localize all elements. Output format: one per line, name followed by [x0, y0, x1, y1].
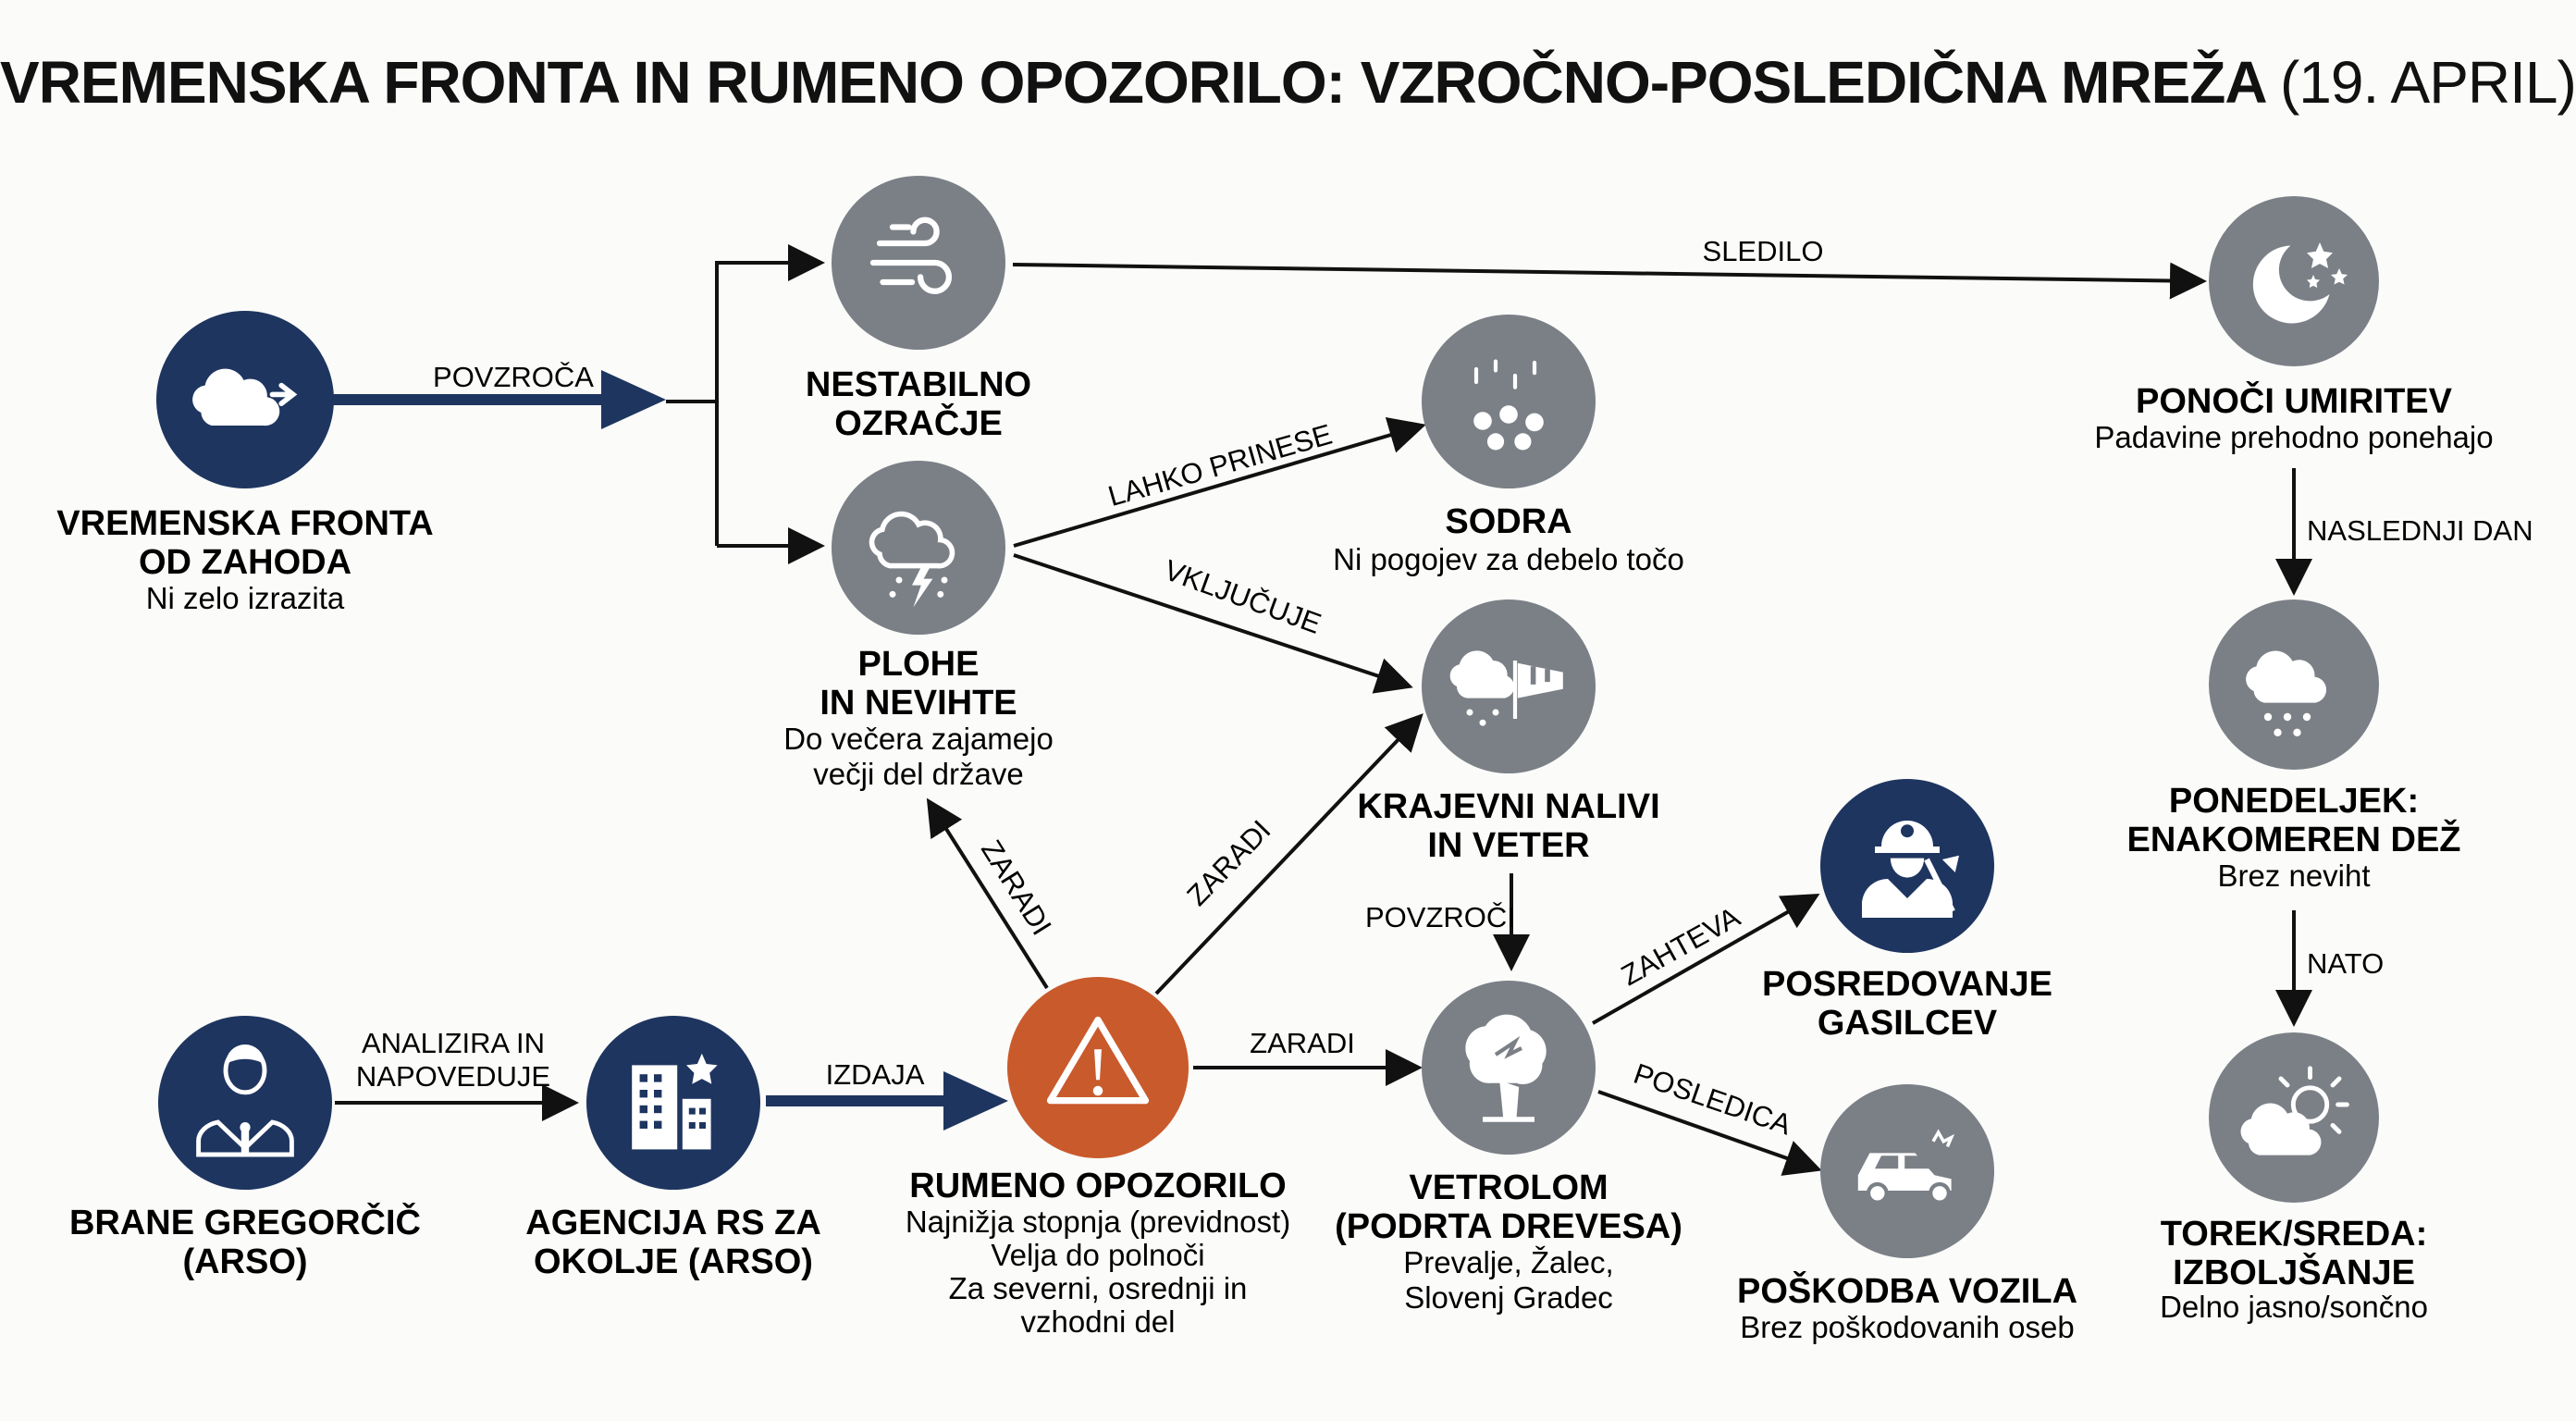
node-title: IZBOLJŠANJE: [2173, 1254, 2415, 1292]
edge-lahko-prinese: [1014, 418, 1423, 546]
edge-zaradi-plohe: [929, 801, 1058, 988]
title-date: (19. APRIL): [2279, 49, 2576, 116]
node-vremenska-fronta: [56, 311, 433, 615]
edge-label-povzroci: POVZROČI: [1365, 901, 1515, 933]
node-subtitle: Ni pogojev za debelo točo: [1333, 542, 1684, 576]
node-subtitle: Najnižja stopnja (previdnost): [905, 1205, 1291, 1239]
edge-label-lahko-prinese: LAHKO PRINESE: [1104, 417, 1336, 513]
node-title: AGENCIJA RS ZA: [525, 1204, 821, 1242]
edge-label-naslednji-dan: NASLEDNJI DAN: [2307, 514, 2533, 547]
edge-naslednji-dan: [2294, 468, 2533, 592]
edge-label-vkljucuje: VKLJUČUJE: [1160, 553, 1325, 640]
node-plohe-in-nevihte: [783, 461, 1054, 791]
node-title: NESTABILNO: [805, 365, 1032, 404]
edge-zaradi-vetrolom: [1193, 1027, 1419, 1068]
edge-label-zaradi-plohe: ZARADI: [974, 834, 1058, 941]
node-title: POSREDOVANJE: [1762, 965, 2052, 1004]
node-vetrolom: [1335, 981, 1682, 1315]
node-ponoci-umiritev: [2094, 196, 2493, 454]
edge-povzroci: [1365, 873, 1515, 968]
node-subtitle: Za severni, osrednji in: [948, 1271, 1248, 1305]
node-title: VETROLOM: [1409, 1168, 1608, 1207]
edge-label-nato: NATO: [2307, 947, 2385, 980]
node-title: IN VETER: [1427, 826, 1590, 865]
node-title: PLOHE: [857, 645, 980, 684]
edge-label-povzroca: POVZROČA: [433, 361, 594, 393]
edge-izdaja: [766, 1058, 1008, 1131]
node-title: GASILCEV: [1817, 1004, 1998, 1043]
node-subtitle: Brez poškodovanih oseb: [1740, 1310, 2075, 1344]
edge-label-zaradi-nalivi: ZARADI: [1180, 813, 1277, 912]
node-subtitle: Ni zelo izrazita: [145, 581, 345, 615]
node-title: OKOLJE (ARSO): [534, 1242, 813, 1281]
node-subtitle: Brez neviht: [2217, 859, 2371, 893]
edge-zahteva: [1593, 896, 1817, 1023]
node-title: IN NEVIHTE: [820, 684, 1017, 723]
node-title: (PODRTA DREVESA): [1335, 1207, 1682, 1246]
edge-posledica: [1598, 1057, 1818, 1169]
node-title: PONOČI UMIRITEV: [2135, 382, 2453, 421]
node-torek-sreda: [2160, 1032, 2428, 1324]
node-sodra: [1333, 315, 1684, 576]
node-krajevni-nalivi: [1357, 599, 1659, 865]
edge-analizira: [335, 1027, 575, 1103]
node-title: OZRAČJE: [834, 404, 1003, 443]
edge-sledilo: [1013, 235, 2203, 281]
node-agencija-arso: [525, 1016, 821, 1281]
node-title: (ARSO): [182, 1242, 308, 1281]
node-title: RUMENO OPOZORILO: [909, 1167, 1287, 1205]
edge-label-izdaja: IZDAJA: [825, 1058, 925, 1091]
node-subtitle: vzhodni del: [1020, 1304, 1176, 1339]
node-title: BRANE GREGORČIČ: [68, 1204, 422, 1242]
node-subtitle: Velja do polnoči: [991, 1238, 1205, 1272]
node-title: KRAJEVNI NALIVI: [1357, 787, 1660, 826]
node-title: POŠKODBA VOZILA: [1736, 1272, 2078, 1311]
edge-label-sledilo: SLEDILO: [1702, 235, 1824, 267]
node-title: PONEDELJEK:: [2168, 782, 2420, 821]
node-title: TOREK/SREDA:: [2160, 1215, 2428, 1254]
edge-label-analizira-1: ANALIZIRA IN: [361, 1027, 546, 1059]
edge-zaradi-nalivi: [1156, 716, 1421, 994]
edge-fork: [666, 263, 821, 546]
building-icon: [632, 1054, 717, 1150]
node-subtitle: Padavine prehodno ponehajo: [2094, 420, 2494, 454]
node-nestabilno-ozracje: [806, 176, 1031, 443]
node-rumeno-opozorilo: [906, 977, 1290, 1339]
edge-label-posledica: POSLEDICA: [1629, 1056, 1796, 1142]
node-subtitle: Slovenj Gradec: [1404, 1280, 1613, 1315]
node-title: VREMENSKA FRONTA: [56, 504, 434, 543]
edge-nato: [2294, 910, 2384, 1023]
edge-label-zahteva: ZAHTEVA: [1615, 900, 1745, 993]
edge-povzroca: [333, 361, 666, 429]
node-title: OD ZAHODA: [138, 543, 352, 582]
node-subtitle: večji del države: [813, 757, 1024, 791]
node-ponedeljek: [2126, 599, 2460, 893]
edge-label-zaradi-vetrolom: ZARADI: [1250, 1027, 1355, 1059]
node-title: ENAKOMEREN DEŽ: [2126, 821, 2461, 859]
node-subtitle: Prevalje, Žalec,: [1403, 1245, 1614, 1279]
node-title: SODRA: [1445, 502, 1572, 541]
node-subtitle: Delno jasno/sončno: [2160, 1290, 2428, 1324]
node-posredovanje-gasilcev: [1762, 779, 2052, 1043]
node-subtitle: Do večera zajamejo: [783, 722, 1054, 756]
edge-label-analizira-2: NAPOVEDUJE: [355, 1060, 551, 1093]
title-main: VREMENSKA FRONTA IN RUMENO OPOZORILO: VZROČNO-POSLEDIČNA MREŽA: [0, 49, 2265, 116]
